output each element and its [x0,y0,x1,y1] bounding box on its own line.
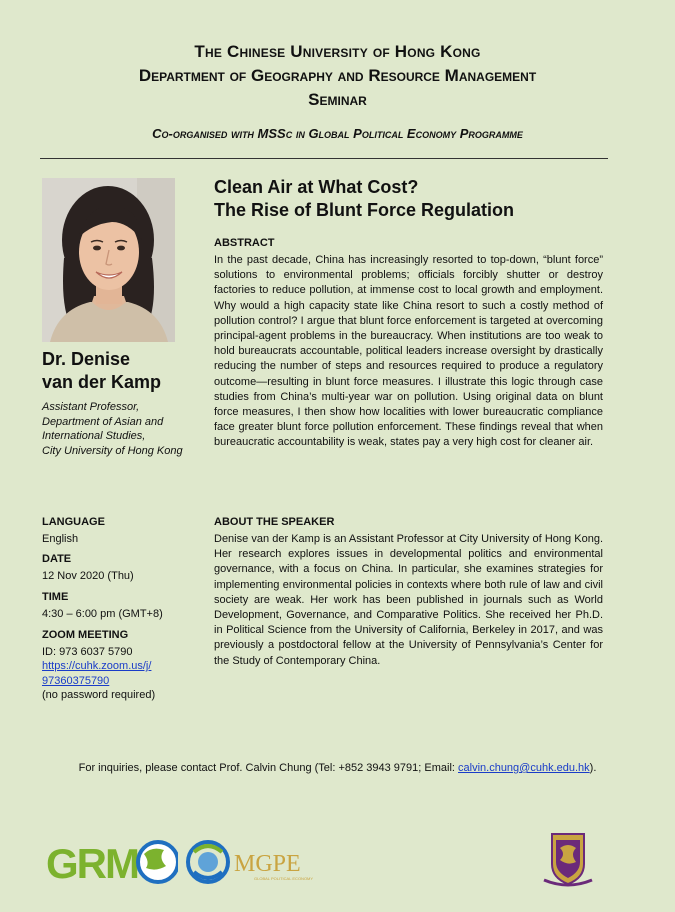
abstract-heading: ABSTRACT [214,237,275,249]
inquiry-text: For inquiries, please contact Prof. Calvin Chung (Tel: +852 3943 9791; Email: [78,762,459,774]
talk-title-line2: The Rise of Blunt Force Regulation [214,200,515,220]
affiliation-line: City University of Hong Kong [42,444,183,457]
affiliation-line: International Studies, [42,430,146,442]
zoom-link[interactable] [42,659,155,688]
speaker-name-line2: van der Kamp [42,372,162,392]
abstract-text: In the past decade, China has increasingly resorted to top-down, “blunt force” solutions to environmental problems; officials forcibly shutter or destroy factories to reduce pollution, at immense cost to local growth and employment. Why would a high capacity state like China resort to such a costly method of pollution control? I argue that blunt force enforcement is targeted at overcoming principal-agent problems in the bureaucracy. When institutions are too weak to hold bureaucrats accountable, political leaders increase oversight by drastically reducing the number of steps and resources required to produce a regulatory outcome—resulting in blunt force measures. I illustrate this logic through case studies from China’s multi-year war on pollution. Using original data on blunt force measures, I then show how localities with lower bureaucratic compliance face greater blunt force pollution enforcement. These findings reveal that when bureaucratic accountability is weak, states pay a very high cost for cleaner air. [214,254,603,449]
event-type: Seminar [308,90,367,109]
mgpe-logo-icon [184,838,324,888]
grm-logo-text: GRM [46,840,138,887]
talk-title [214,176,514,222]
grm-logo [46,836,178,893]
university-name: The Chinese University of Hong Kong [194,42,481,61]
zoom-block [42,628,155,703]
mgpe-logo-text: MGPE [234,851,301,877]
about-speaker-heading: ABOUT THE SPEAKER [214,516,335,528]
about-speaker-text: Denise van der Kamp is an Assistant Professor at City University of Hong Kong. Her research explores issues in developmental politics and environmental governance, with a focus on China. In particular, she examines strategies for implementing environmental policies in contexts where both rule of law and civil society are weak. Her work has been published in journals such as World Development, Governance, and Comparative Politics. She received her Ph.D. in Political Science from the University of California, Berkeley in 2017, and was previously a postdoctoral fellow at the University of Pennsylvania’s Center for the Study of Contemporary China. [214,533,603,667]
speaker-portrait-icon [42,178,175,342]
affiliation-line: Assistant Professor, [42,401,140,413]
cuhk-crest-icon [538,830,598,890]
speaker-name [42,348,161,394]
header-divider [40,158,608,159]
date-block [42,552,134,583]
zoom-link-line2[interactable]: 97360375790 [42,674,110,687]
inquiry-line [0,762,675,774]
coorganiser-line: Co-organised with MSSc in Global Political Economy Programme [152,126,523,141]
speaker-photo [42,178,175,342]
date-value: 12 Nov 2020 (Thu) [42,569,134,582]
zoom-password-note: (no password required) [42,689,156,701]
inquiry-email-link[interactable]: calvin.chung@cuhk.edu.hk [458,762,590,774]
language-label: LANGUAGE [42,516,105,528]
mgpe-logo-subtext: GLOBAL POLITICAL ECONOMY [254,876,314,881]
language-block [42,515,105,546]
mgpe-logo [184,838,324,893]
date-label: DATE [42,553,72,565]
language-value: English [42,532,79,545]
time-block [42,590,163,621]
affiliation-line: Department of Asian and [42,415,164,428]
time-label: TIME [42,591,69,603]
grm-logo-icon [46,836,178,888]
zoom-id: ID: 973 6037 5790 [42,645,133,658]
department-name: Department of Geography and Resource Management [138,66,537,85]
speaker-affiliation [42,400,183,458]
zoom-link-line1[interactable]: https://cuhk.zoom.us/j/ [42,660,152,672]
zoom-label: ZOOM MEETING [42,629,129,641]
time-value: 4:30 – 6:00 pm (GMT+8) [42,607,163,620]
speaker-name-line1: Dr. Denise [42,349,131,369]
cuhk-crest [538,830,598,895]
talk-title-line1: Clean Air at What Cost? [214,177,419,197]
inquiry-suffix: ). [589,762,597,774]
